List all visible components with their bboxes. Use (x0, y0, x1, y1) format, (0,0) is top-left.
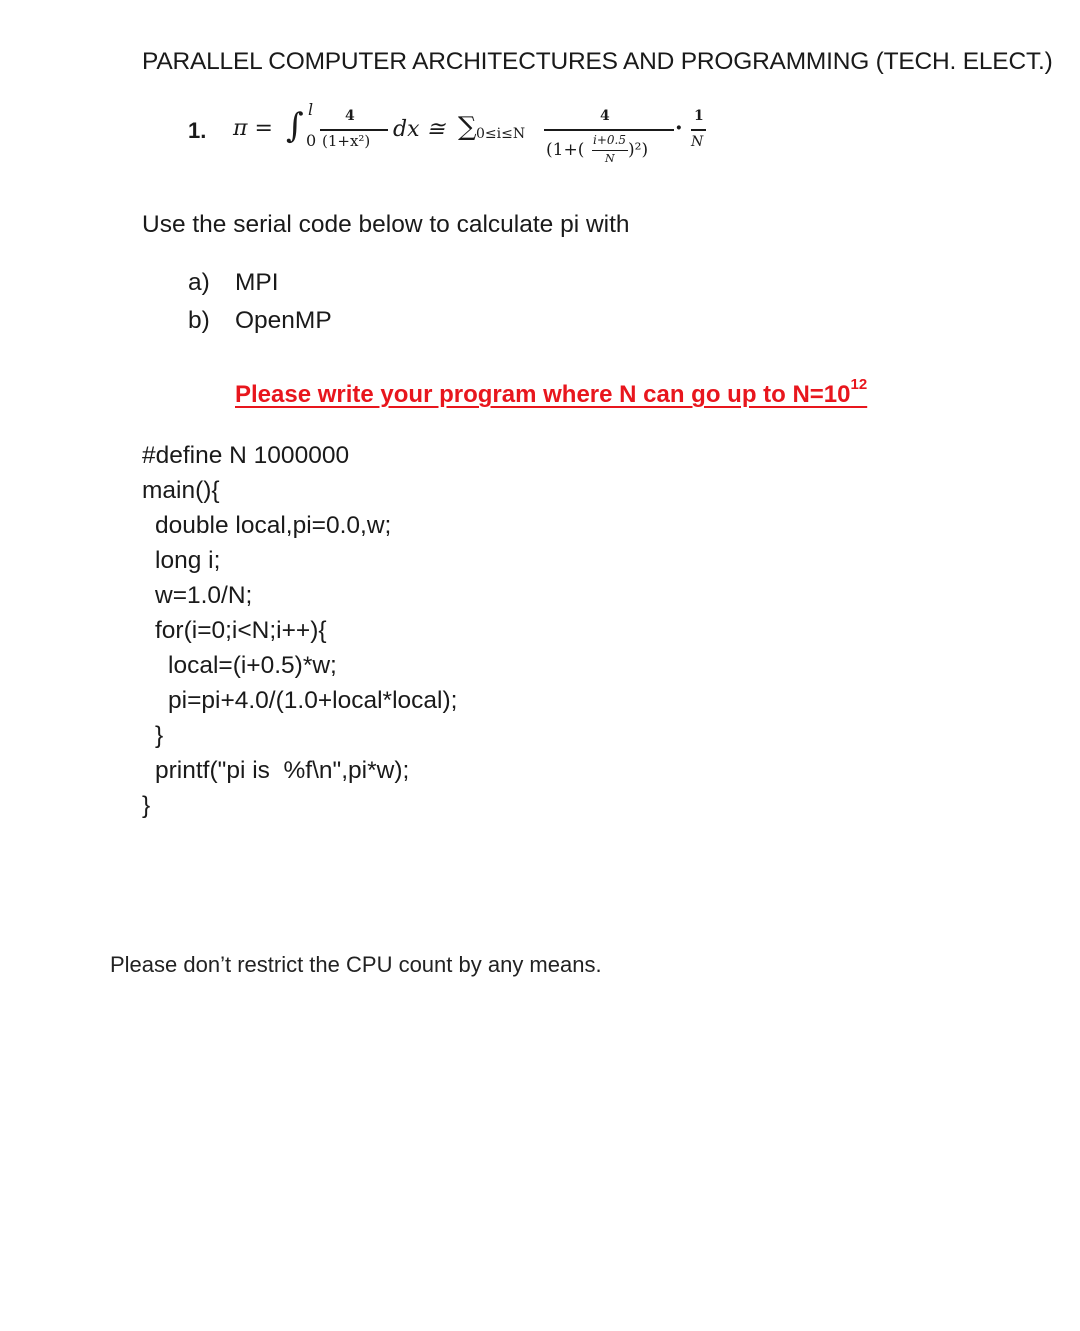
fraction2-numerator: 4 (600, 108, 610, 124)
code-line: } (155, 722, 164, 749)
document-title: PARALLEL COMPUTER ARCHITECTURES AND PROGRAMMING (TECH. ELECT.) (142, 48, 1053, 75)
option-a-letter: a) (188, 269, 210, 296)
code-line: long i; (155, 547, 221, 574)
fraction3-numerator: 1 (694, 108, 704, 124)
option-b-text: OpenMP (235, 307, 332, 334)
fraction2-bar (544, 129, 674, 131)
question-number: 1. (188, 118, 207, 143)
footer-note: Please don’t restrict the CPU count by any means. (110, 952, 602, 977)
multiply-dot: · (675, 115, 683, 141)
option-a-text: MPI (235, 269, 279, 296)
fraction2-denominator-right: )²) (628, 140, 649, 160)
fraction2-denominator-left: (1+( (546, 140, 585, 160)
code-line: w=1.0/N; (155, 582, 253, 609)
option-b-letter: b) (188, 307, 210, 334)
fraction3-denominator: N (691, 134, 704, 150)
code-line: main(){ (142, 477, 220, 504)
code-line: printf("pi is %f\n",pi*w); (155, 757, 410, 784)
fraction1-denominator: (1+x²) (322, 132, 371, 150)
sum-range: 0≤i≤N (476, 126, 526, 142)
integral-upper-limit: l (308, 100, 314, 119)
code-line: double local,pi=0.0,w; (155, 512, 392, 539)
requirement-note-exponent: 12 (850, 376, 868, 393)
code-line: } (142, 792, 151, 819)
fraction1-numerator: 4 (345, 108, 355, 124)
integral-sign: ∫ (286, 106, 304, 146)
sum-sign: ∑ (458, 112, 477, 142)
intro-text: Use the serial code below to calculate pi with (142, 211, 630, 238)
inner-fraction-denominator: N (605, 152, 615, 165)
fraction1-bar (320, 129, 388, 131)
pi-formula (188, 98, 928, 188)
inner-fraction-bar (592, 150, 628, 151)
formula-dx: dx ≅ (393, 117, 445, 142)
inner-fraction-numerator: i+0.5 (593, 133, 626, 147)
fraction3-bar (691, 129, 706, 131)
code-line: local=(i+0.5)*w; (168, 652, 337, 679)
code-line: pi=pi+4.0/(1.0+local*local); (168, 687, 458, 714)
integral-lower-limit: 0 (306, 131, 317, 150)
code-line: #define N 1000000 (142, 442, 350, 469)
code-line: for(i=0;i<N;i++){ (155, 617, 327, 644)
formula-lhs: π = (233, 116, 273, 141)
requirement-note-text: Please write your program where N can go up to N=10 (235, 381, 851, 408)
requirement-note (235, 376, 868, 409)
